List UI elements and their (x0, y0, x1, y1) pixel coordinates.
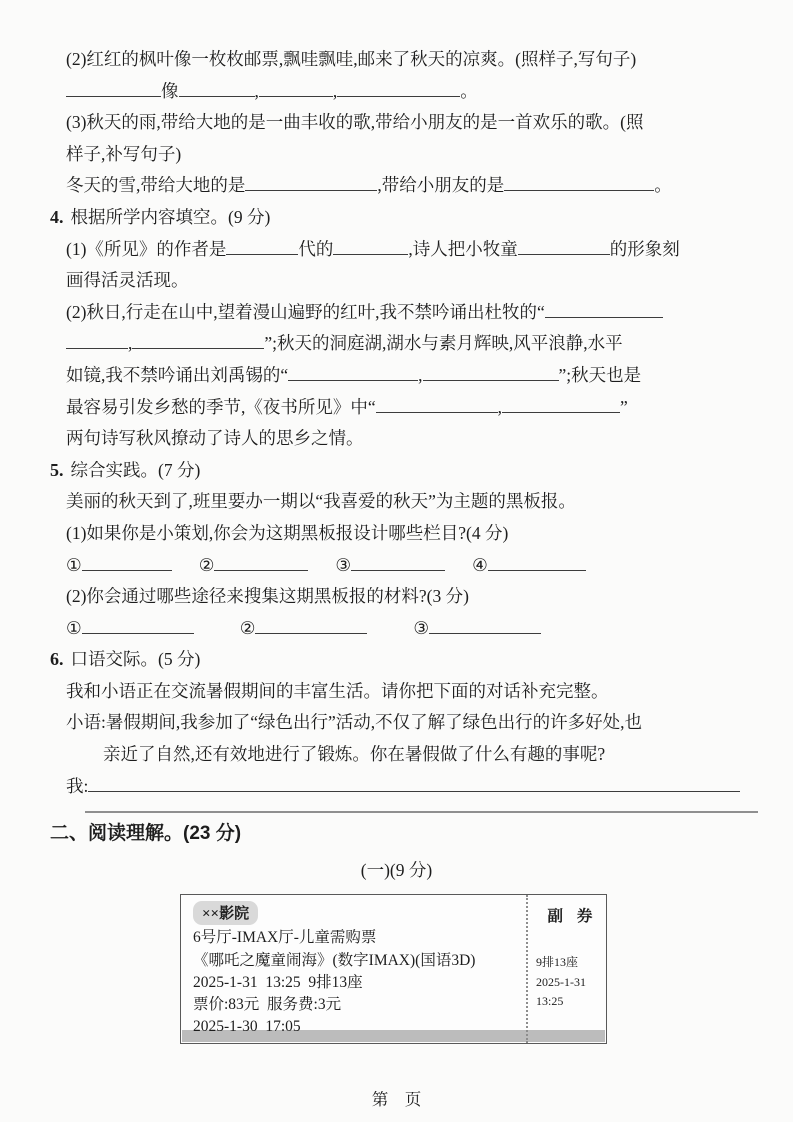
answer-blank (488, 556, 586, 571)
answer-blank (376, 398, 498, 413)
q2-prompt-line (0, 44, 793, 76)
q3-prompt-l1: (3)秋天的雨,带给大地的是一曲丰收的歌,带给小朋友的是一首欢乐的歌。(照 (66, 112, 644, 133)
stub-date: 2025-1-31 (536, 974, 586, 989)
q5-intro-line (0, 486, 793, 518)
q2-fill-comma2: , (332, 80, 338, 101)
q4-p2-line3 (0, 360, 793, 392)
q6-title: 口语交际。(5 分) (70, 649, 201, 670)
cinema-name-badge: ××影院 (193, 901, 258, 925)
answer-blank (351, 556, 445, 571)
q4-p2-l4-comma: , (497, 396, 503, 417)
answer-blank (502, 398, 620, 413)
q4-p2-l2-tail: ”;秋天的洞庭湖,湖水与素月辉映,风平浪静,水平 (264, 333, 623, 354)
q5-p1-line (0, 518, 793, 550)
answer-blank (214, 556, 308, 571)
answer-blank (66, 82, 161, 97)
q5-p1-blanks-line (0, 550, 793, 582)
ticket-hall-line: 6号厅-IMAX厅-儿童需购票 (193, 929, 377, 947)
section-divider (85, 811, 758, 813)
q4-title: 根据所学内容填空。(9 分) (70, 206, 271, 227)
q5-number: 5. (50, 459, 64, 480)
q3-fill-line (0, 170, 793, 202)
q4-p1-cont: 画得活灵活现。 (66, 270, 189, 291)
ticket-main-section (181, 895, 526, 1043)
q5-p2-blanks-line (0, 613, 793, 645)
q5-intro: 美丽的秋天到了,班里要办一期以“我喜爱的秋天”为主题的黑板报。 (66, 491, 576, 512)
stub-seat: 9排13座 (536, 955, 579, 970)
q5-p1: (1)如果你是小策划,你会为这期黑板报设计哪些栏目?(4 分) (66, 522, 509, 543)
q2-fill-line (0, 76, 793, 108)
ticket-movie-line: 《哪吒之魔童闹海》(数字IMAX)(国语3D) (193, 951, 476, 969)
exam-body (0, 44, 793, 1044)
q2-fill-like: 像 (161, 80, 179, 101)
q6-dialog-line1 (0, 707, 793, 739)
q4-p2-line2 (0, 328, 793, 360)
movie-ticket (180, 894, 607, 1044)
q4-p1-cont-line (0, 265, 793, 297)
q4-p1-mid2: ,诗人把小牧童 (408, 238, 518, 259)
q3-fill-pre: 冬天的雪,带给大地的是 (66, 175, 246, 196)
circle-2-marker: ② (239, 617, 256, 638)
circle-2-marker: ② (198, 554, 215, 575)
stub-time: 13:25 (536, 994, 564, 1009)
q4-p2-l5: 两句诗写秋风撩动了诗人的思乡之情。 (66, 428, 364, 449)
numbered-blank (240, 613, 368, 645)
q6-intro-line (0, 676, 793, 708)
q6-answer-line (0, 771, 793, 803)
circle-4-marker: ④ (472, 554, 488, 575)
answer-blank (82, 556, 172, 571)
q6-title-line (0, 644, 793, 676)
answer-blank (88, 777, 740, 792)
ticket-stub-section (526, 895, 606, 1043)
q3-prompt-l2: 样子,补写句子) (66, 143, 182, 164)
passage1-heading-text: (一)(9 分) (360, 860, 433, 881)
circle-3-marker: ③ (413, 617, 430, 638)
q6-intro: 我和小语正在交流暑假期间的丰富生活。请你把下面的对话补充完整。 (66, 680, 609, 701)
q6-me: 我: (66, 775, 89, 796)
q4-p2-l1-pre: (2)秋日,行走在山中,望着漫山遍野的红叶,我不禁吟诵出杜牧的“ (66, 301, 545, 322)
numbered-blank (472, 550, 586, 582)
answer-blank (337, 82, 460, 97)
answer-blank (423, 366, 559, 381)
answer-blank (504, 176, 654, 191)
q4-p1-mid1: 代的 (298, 238, 334, 259)
answer-blank (226, 240, 298, 255)
answer-blank (255, 619, 367, 634)
q4-p1-pre: (1)《所见》的作者是 (66, 238, 227, 259)
numbered-blank (199, 550, 309, 582)
numbered-blank (66, 550, 172, 582)
q3-fill-mid: ,带给小朋友的是 (377, 175, 505, 196)
answer-blank (82, 619, 194, 634)
section2-title (0, 820, 793, 848)
q5-title-line (0, 455, 793, 487)
q4-number: 4. (50, 206, 64, 227)
q4-p1-tail: 的形象刻 (609, 238, 680, 259)
q4-p2-line4 (0, 392, 793, 424)
q6-d2: 亲近了自然,还有效地进行了锻炼。你在暑假做了什么有趣的事呢? (103, 744, 606, 765)
q3-fill-period: 。 (654, 175, 672, 196)
section2-title-text: 二、阅读理解。(23 分) (50, 823, 242, 845)
q2-fill-period: 。 (460, 80, 478, 101)
answer-blank (288, 366, 418, 381)
numbered-blank (413, 613, 541, 645)
answer-blank (429, 619, 541, 634)
circle-1-marker: ① (66, 617, 82, 638)
ticket-showtime-line: 2025-1-31 13:25 9排13座 (193, 973, 363, 991)
page-footer (0, 1086, 793, 1110)
answer-blank (66, 334, 128, 349)
circle-3-marker: ③ (335, 554, 352, 575)
answer-blank (518, 240, 610, 255)
q6-dialog-line2 (0, 739, 793, 771)
q4-p2-l3-tail: ”;秋天也是 (558, 364, 642, 385)
stub-details (536, 953, 604, 1012)
ticket-purchase-time-line: 2025-1-30 17:05 (193, 1018, 301, 1036)
answer-blank (333, 240, 408, 255)
q4-p2-l2-comma: , (128, 333, 133, 354)
q4-p2-l4-pre: 最容易引发乡愁的季节,《夜书所见》中“ (66, 396, 376, 417)
ticket-price-line: 票价:83元 服务费:3元 (193, 996, 342, 1014)
q5-p2-line (0, 581, 793, 613)
q4-p2-l3-pre: 如镜,我不禁吟诵出刘禹锡的“ (66, 364, 289, 385)
q4-p2-l3-comma: , (418, 364, 423, 385)
q5-p2: (2)你会通过哪些途径来搜集这期黑板报的材料?(3 分) (66, 586, 469, 607)
q5-title: 综合实践。(7 分) (70, 459, 201, 480)
numbered-blank (335, 550, 445, 582)
answer-blank (179, 82, 255, 97)
circle-1-marker: ① (66, 554, 82, 575)
q4-p2-l4-tail: ” (620, 396, 628, 417)
q4-p1-line (0, 234, 793, 266)
q6-d1: 小语:暑假期间,我参加了“绿色出行”活动,不仅了解了绿色出行的许多好处,也 (66, 712, 643, 733)
q2-fill-comma1: , (254, 80, 259, 101)
q2-prompt: (2)红红的枫叶像一枚枚邮票,飘哇飘哇,邮来了秋天的凉爽。(照样子,写句子) (66, 49, 637, 69)
q3-prompt-line2 (0, 139, 793, 171)
numbered-blank (66, 613, 194, 645)
q3-prompt-line1 (0, 107, 793, 139)
q4-p2-line5 (0, 423, 793, 455)
passage1-heading (0, 857, 793, 883)
answer-blank (259, 82, 333, 97)
q6-number: 6. (50, 649, 64, 670)
answer-blank (545, 303, 663, 318)
q4-title-line (0, 202, 793, 234)
stub-title: 副 券 (547, 908, 598, 926)
q4-p2-line1 (0, 297, 793, 329)
answer-blank (132, 334, 264, 349)
answer-blank (245, 176, 377, 191)
page-number-label: 第 页 (371, 1091, 422, 1109)
